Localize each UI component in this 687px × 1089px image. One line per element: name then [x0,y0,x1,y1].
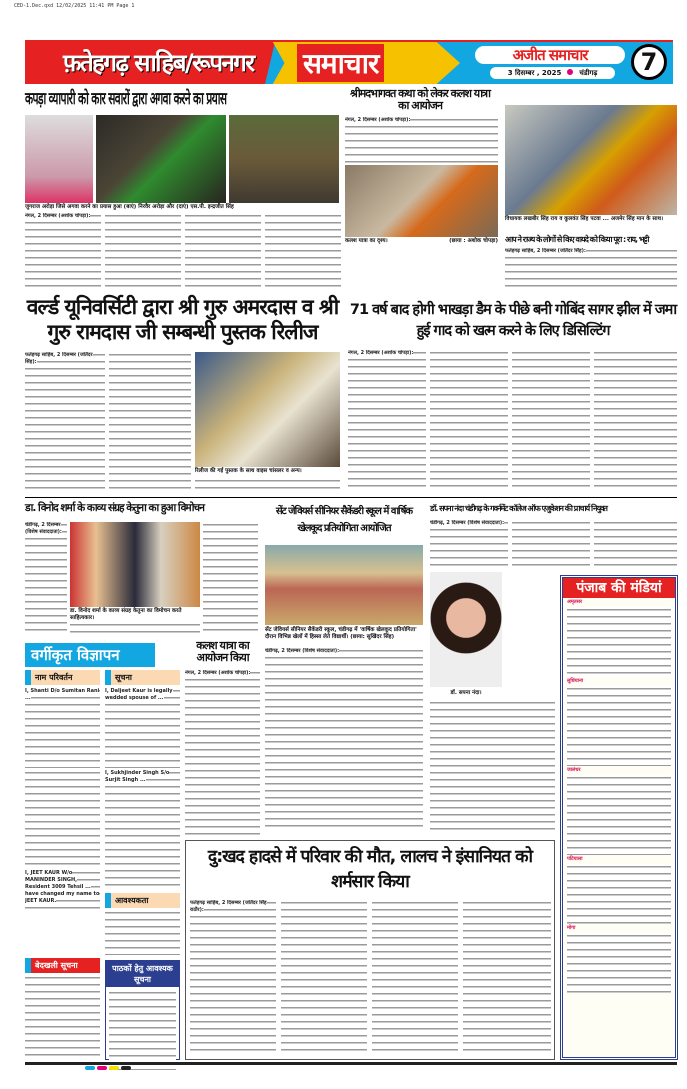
caption-sapna: डॉ. सपना नंदा। [450,690,482,696]
edition-date [490,67,615,79]
lead: नंगल, 2 दिसम्बर (अशोक चोपड़ा): [185,670,251,676]
lead: चंडीगढ़, 2 दिसम्बर (विशेष संवाददाता): [430,520,505,526]
headline-sports: सेंट जेवियर्स सीनियर सैकेंडरी स्कूल में वार्षिक खेलकूद प्रतियोगिता आयोजित [275,506,413,534]
mandi-city [563,766,675,775]
body-accident-3 [372,900,458,1055]
city-name: जालंधर [567,767,581,773]
photo-book-release [195,352,340,467]
caption-kidnap: जुगराज अरोड़ा जिसे अगवा करने का प्रयास हुआ (बाएं) निरवैर अरोड़ा और (दाएं) एस.पी. इन्द्रजीत सिंह [25,204,234,210]
city-name: मोगा [567,925,576,931]
masthead [25,40,673,84]
headline-aap: आप ने राज्य के लोगों से किए वायदे को किया पूरा : राय, भट्टी [505,235,649,244]
classified-ad [25,870,100,910]
tag-notice: सूचना [105,670,180,685]
body-kalash [345,117,498,163]
photo-book-launch [70,522,200,607]
section-title: फ़तेहगढ़ साहिब/रूपनगर [63,49,254,77]
registration-marks [85,1055,133,1074]
photo-sapna-nanda [430,572,502,687]
mandi-rates [567,775,671,855]
lead: फतेहगढ़ साहिब, 2 दिसम्बर (जतिंदर सिंह): [25,352,93,365]
lead: चंडीगढ़, 2 दिसम्बर (विशेष संवाददाता): [25,522,62,535]
reader-notice-box [105,960,180,1060]
body-sapna-1 [430,520,508,570]
mandi-rates-box [560,575,678,1060]
photo-kalash-yatra [345,165,498,237]
classified-col-1 [25,688,100,768]
body-university-2 [109,352,191,492]
headline-sapna: डॉ. सपना नंदा चंडीगढ़ के गवर्नमेंट कॉलेज ऑफ एजुकेशन की प्राचार्य नियुक्त [430,504,607,513]
cyan-mark [85,1066,95,1070]
body-vinod-1 [25,522,67,632]
lead: फतेहगढ़ साहिब, 2 दिसम्बर (जतिंदर सिंह राठौर): [190,900,267,913]
headline-vinod: डा. विनोद शर्मा के काव्य संग्रह केतुना का हुआ विमोचन [25,502,204,514]
body-sports [265,648,423,830]
ad: I, Shanti D/o Sumitan Rani ... [25,688,100,701]
caption-text: कलश यात्रा का दृश्य। [345,238,388,244]
mandi-rates [567,933,671,993]
brand-logo: अजीत समाचार [475,46,625,64]
body-sapna-4 [430,700,555,835]
dot-icon [567,69,573,75]
photo-police [229,115,339,203]
ad: I, Daljeet Kaur is legally wedded spouse of ... [105,688,173,701]
headline-university: वर्ल्ड यूनिवर्सिटी द्वारा श्री गुरु अमरदास व श्री गुरु रामदास जी सम्बन्धी पुस्तक रिलीज [26,295,339,344]
yellow-mark [109,1066,119,1070]
page-number: 7 [631,44,667,80]
mandi-city [563,855,675,864]
body-kidnap-3 [185,213,261,291]
divider [25,497,677,498]
headline-kalash: श्रीमदभागवत कथा को लेकर कलश यात्रा का आयोजन [350,87,490,112]
photo-victim [25,115,93,203]
headline-kalash-2: कलश यात्रा का आयोजन किया [196,639,249,664]
caption-kalash [345,238,498,245]
caption-university: रिलीज की गई पुस्तक के साथ वाइस चांसलर व अन्य। [195,468,302,474]
tag-requirement: आवश्यकता [105,893,180,908]
mandi-title: पंजाब की मंडियां [563,578,675,598]
body-bhakra-2 [430,350,508,492]
date: 3 दिसम्बर , 2025 [507,69,562,77]
body-accident-2 [281,900,367,1055]
body-vinod-3 [70,622,200,634]
ad: I, Sukhjinder Singh S/o Surjit Singh ... [105,770,170,783]
classified-col-1c [25,975,100,1060]
mandi-rates [567,686,671,766]
lead: फतेहगढ़ साहिब, 2 दिसम्बर (जतिंदर सिंह): [505,248,586,254]
body-kalash-2 [185,670,260,835]
city-name: पटियाला [567,856,583,862]
headline-kidnap: कपड़ा व्यापारी को कार सवारों द्वारा अगवा करने का प्रयास [25,89,227,109]
photo-aap-leaders [505,105,677,215]
city-name: लुधियाना [567,678,584,684]
headline-accident: दु:खद हादसे में परिवार की मौत, लालच ने इंसानियत को शर्मसार किया [207,847,533,892]
body-university-1 [25,352,105,492]
body-aap [505,248,677,290]
body-bhakra-1 [348,350,426,492]
body-sapna-2 [512,520,590,570]
section-label: समाचार [297,44,384,82]
lead: नंगल, 2 दिसम्बर (अशोक चोपड़ा): [345,117,411,123]
classified-col-2c [105,910,180,955]
lead: नंगल, 2 दिसम्बर (अशोक चोपड़ा): [348,350,414,356]
body-sapna-3 [594,520,677,570]
classified-banner: वर्गीकृत विज्ञापन [25,643,155,667]
city-name: अमृतसर [567,599,583,605]
mandi-city [563,598,675,607]
caption-sports: सेंट जेवियर्स सीनियर सैकेंडरी स्कूल, चंडीगढ़ में 'वार्षिक खेलकूद प्रतियोगिता' दौरान विभिन्न खेलों में हिस्सा लेते विद्यार्थी। (छाया: सुखिंदर सिंह) [265,627,417,640]
lead: नंगल, 2 दिसम्बर (अशोक चोपड़ा): [25,213,91,219]
body-university-3 [195,478,340,492]
body-accident-4 [463,900,551,1055]
body-kidnap-2 [105,213,181,291]
body-kidnap-4 [265,213,341,291]
body-kidnap-1 [25,213,101,291]
classified-col-2b [105,770,180,888]
body-vinod-2 [203,522,258,632]
mandi-city [563,924,675,933]
photo-sports-day [265,545,423,625]
ad: I, JEET KAUR W/o MANINDER SINGH, Resident 3009 Tehsil ... have changed my name to JEET KAUR. [25,870,100,904]
mandi-city [563,677,675,686]
caption-vinod: डा. विनोद शर्मा के काव्य संग्रह केतुना का विमोचन करते साहित्यकार। [70,608,182,621]
tag-disown: बेदखली सूचना [25,958,100,973]
reader-notice-title: पाठकों हेतु आवश्यक सूचना [106,961,179,987]
caption-aap: विधायक लखबीर सिंह राय व कुलवंत सिंह पटवा ... अजमेर सिंह मान के साथ। [505,216,664,222]
headline-bhakra: 71 वर्ष बाद होगी भाखड़ा डैम के पीछे बनी गोबिंद सागर झील में जमा हुई गाद को खत्म करने के लिए डिसिल्टिंग [349,302,677,339]
body-bhakra-4 [594,350,677,492]
city: चंडीगढ़ [579,69,598,77]
classified-col-2 [105,688,180,768]
classified-col-1b [25,770,100,868]
mandi-rates [567,864,671,924]
photo-cctv [96,115,226,203]
mandi-rates [567,607,671,677]
print-slug: CED-1.Dec.qxd 12/02/2025 11:41 PM Page 1 [14,3,135,9]
body-accident-1 [190,900,276,1055]
lead: चंडीगढ़, 2 दिसम्बर (विशेष संवाददाता): [265,648,340,654]
black-mark [121,1066,131,1070]
magenta-mark [97,1066,107,1070]
tag-name-change: नाम परिवर्तन [25,670,100,685]
body-bhakra-3 [512,350,590,492]
photo-credit: (छाया : अशोक चोपड़ा) [449,238,498,244]
